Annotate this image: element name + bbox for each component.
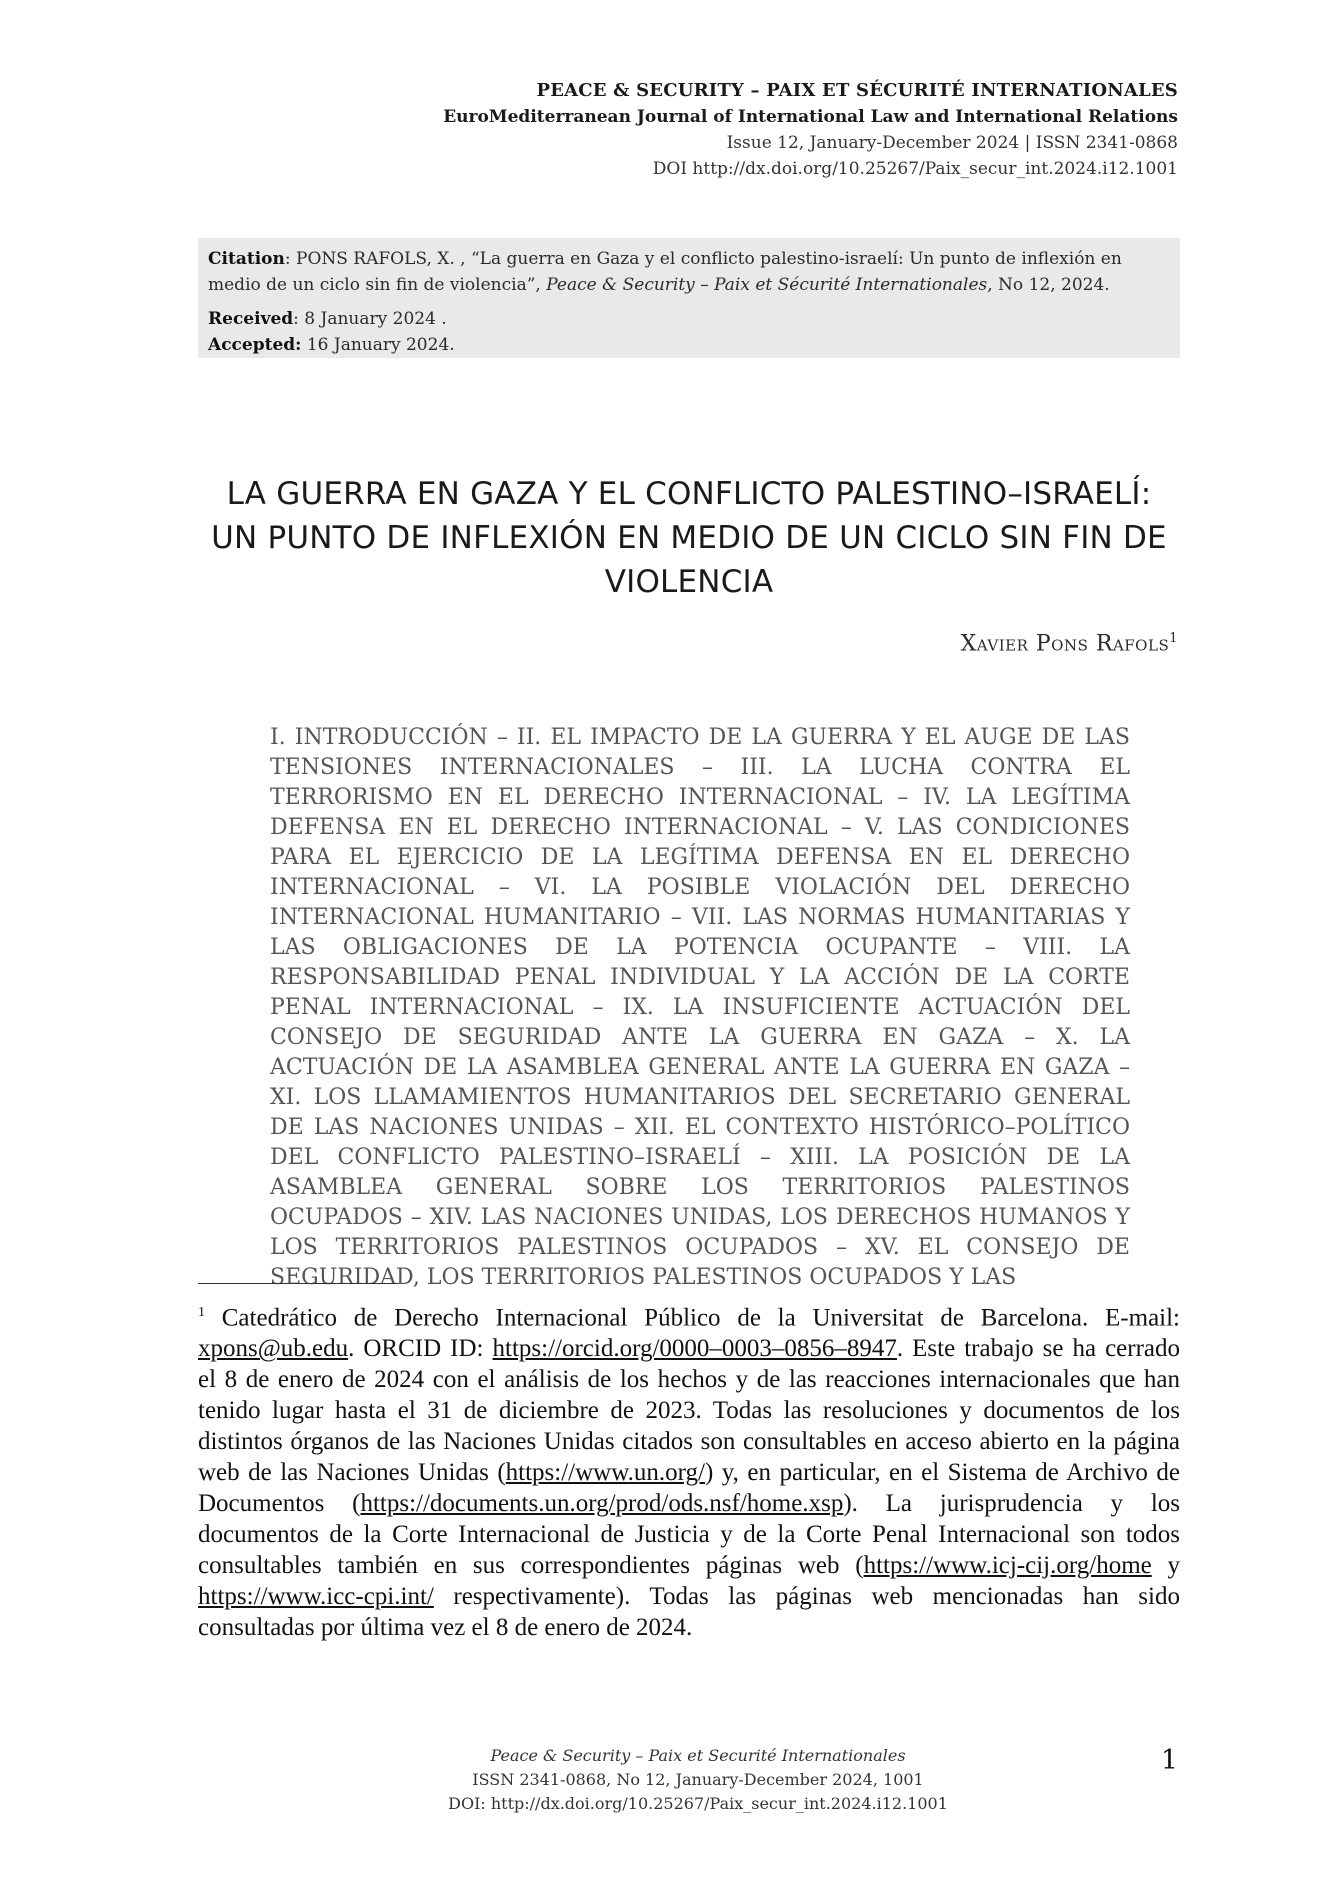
footer-doi: DOI: http://dx.doi.org/10.25267/Paix_secur_int.2024.i12.1001 — [448, 1794, 948, 1813]
citation-journal: Peace & Security – Paix et Sécurité Internationales — [546, 275, 988, 295]
un-documents-link[interactable]: https://documents.un.org/prod/ods.nsf/home.xsp — [360, 1490, 844, 1518]
footer-journal: Peace & Security – Paix et Securité Internationales — [490, 1746, 906, 1765]
page-footer — [398, 1744, 998, 1816]
received-label: Received — [208, 309, 294, 329]
un-link[interactable]: https://www.un.org/ — [505, 1459, 705, 1487]
icj-link[interactable]: https://www.icj-cij.org/home — [863, 1552, 1152, 1580]
email-link[interactable]: xpons@ub.edu — [198, 1335, 349, 1363]
footnote-text: ) y, en particular, en el Sistema de Archivo de Documentos ( — [198, 1459, 1181, 1518]
author-name — [961, 631, 1178, 656]
title-line-2: UN PUNTO DE INFLEXIÓN EN MEDIO DE UN CICLO SIN FIN DE — [211, 520, 1167, 556]
issue-line: Issue 12, January-December 2024 | ISSN 2341-0868 — [726, 133, 1178, 153]
footer-issn: ISSN 2341-0868, No 12, January-December 2024, 1001 — [472, 1770, 924, 1789]
footnote-text: . ORCID ID: — [348, 1335, 493, 1363]
title-line-1: LA GUERRA EN GAZA Y EL CONFLICTO PALESTINO–ISRAELÍ: — [226, 476, 1152, 512]
citation-paragraph — [208, 246, 1170, 298]
footnote-text: Catedrático de Derecho Internacional Público de la Universitat de Barcelona. E-mail: — [205, 1304, 1180, 1332]
author-text: Xavier Pons Rafols — [960, 631, 1170, 657]
citation-label: Citation — [208, 249, 285, 269]
footnote-text: respectivamente). Todas las páginas web mencionadas han sido consultadas por última vez el 8 de enero de 2024. — [198, 1583, 1180, 1642]
footnote-text: y — [1151, 1552, 1180, 1580]
journal-name: PEACE & SECURITY – PAIX ET SÉCURITÉ INTERNATIONALES — [536, 80, 1178, 101]
icc-link[interactable]: https://www.icc-cpi.int/ — [198, 1583, 434, 1611]
journal-subtitle: EuroMediterranean Journal of International Law and International Relations — [443, 107, 1178, 127]
footnote-text: ). La jurisprudencia y los documentos de la Corte Internacional de Justicia y de la Corte Penal Internacional son todos consultables también en sus correspondientes páginas web ( — [198, 1490, 1180, 1580]
citation-text-post: , No 12, 2024. — [987, 275, 1110, 295]
orcid-link[interactable]: https://orcid.org/0000–0003–0856–8947 — [492, 1335, 897, 1363]
article-title — [198, 472, 1180, 604]
footnote-divider — [198, 1283, 398, 1284]
title-line-3: VIOLENCIA — [604, 564, 774, 600]
citation-box — [198, 238, 1180, 358]
doi-line: DOI http://dx.doi.org/10.25267/Paix_secur_int.2024.i12.1001 — [652, 159, 1178, 179]
article-summary: I. INTRODUCCIÓN – II. EL IMPACTO DE LA GUERRA Y EL AUGE DE LAS TENSIONES INTERNACIONALES – III. LA LUCHA CONTRA EL TERRORISMO EN EL DERECHO INTERNACIONAL – IV. LA LEGÍTIMA DEFENSA EN EL DERECHO INTERNACIONAL – V. LAS CONDICIONES PARA EL EJERCICIO DE LA LEGÍTIMA DEFENSA EN EL DERECHO INTERNACIONAL – VI. LA POSIBLE VIOLACIÓN DEL DERECHO INTERNACIONAL HUMANITARIO – VII. LAS NORMAS HUMANITARIAS Y LAS OBLIGACIONES DE LA POTENCIA OCUPANTE – VIII. LA RESPONSABILIDAD PENAL INDIVIDUAL Y LA ACCIÓN DE LA CORTE PENAL INTERNACIONAL – IX. LA INSUFICIENTE ACTUACIÓN DEL CONSEJO DE SEGURIDAD ANTE LA GUERRA EN GAZA – X. LA ACTUACIÓN DE LA ASAMBLEA GENERAL ANTE LA GUERRA EN GAZA – XI. LOS LLAMAMIENTOS HUMANITARIOS DEL SECRETARIO GENERAL DE LAS NACIONES UNIDAS – XII. EL CONTEXTO HISTÓRICO–POLÍTICO DEL CONFLICTO PALESTINO–ISRAELÍ – XIII. LA POSICIÓN DE LA ASAMBLEA GENERAL SOBRE LOS TERRITORIOS PALESTINOS OCUPADOS – XIV. LAS NACIONES UNIDAS, LOS DERECHOS HUMANOS Y LOS TERRITORIOS PALESTINOS OCUPADOS – XV. EL CONSEJO DE SEGURIDAD, LOS TERRITORIOS PALESTINOS OCUPADOS Y LAS — [270, 725, 1130, 1290]
accepted-line — [208, 332, 1170, 358]
journal-header — [278, 78, 1178, 182]
received-value: : 8 January 2024 . — [293, 309, 447, 329]
footnote-mark: 1 — [198, 1305, 205, 1320]
accepted-value: 16 January 2024. — [301, 335, 455, 355]
received-line — [208, 306, 1170, 332]
citation-text-pre: : PONS RAFOLS, X. , “La guerra en Gaza y el conflicto palestino-israelí: Un punto de inflexión en medio de un ciclo sin fin de violencia”, — [208, 249, 1122, 295]
footnote-text: . Este trabajo se ha cerrado el 8 de enero de 2024 con el análisis de los hechos y de las reacciones internacionales que han tenido lugar hasta el 31 de diciembre de 2023. Todas las resoluciones y documentos de los distintos órganos de las Naciones Unidas citados son consultables en acceso abierto en la página web de las Naciones Unidas ( — [198, 1335, 1181, 1487]
page-number: 1 — [1160, 1745, 1178, 1776]
accepted-label: Accepted: — [208, 335, 302, 355]
author-footnote-mark: 1 — [1169, 631, 1178, 646]
footnote — [198, 1297, 1180, 1643]
